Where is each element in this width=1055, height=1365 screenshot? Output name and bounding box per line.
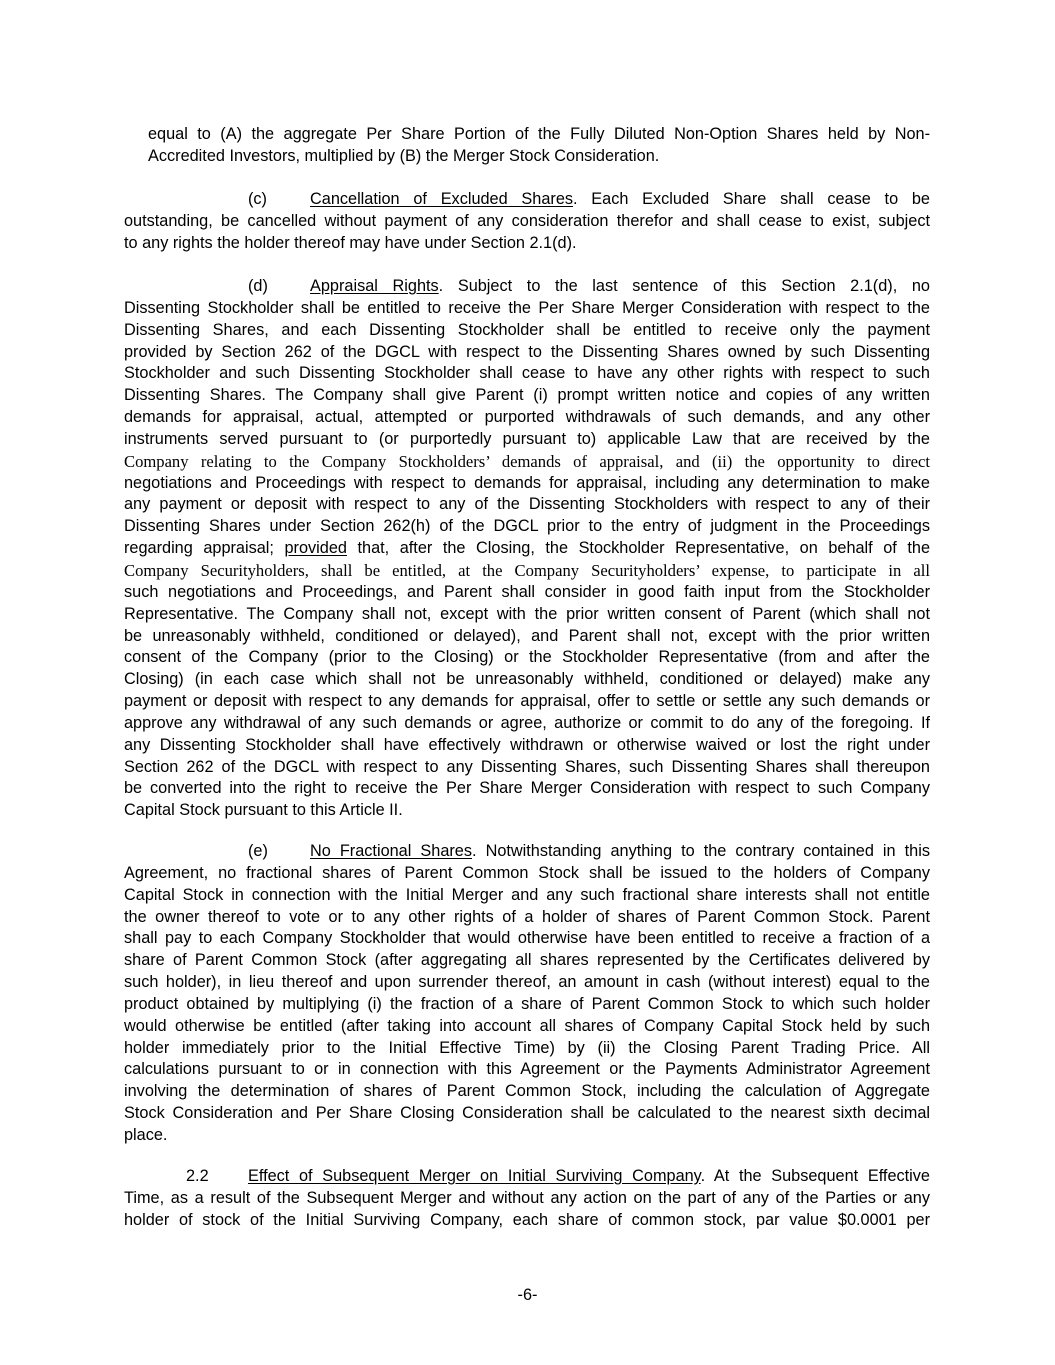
text-line: provided by Section 262 of the DGCL with respect to the Dissenting Shares owned by such Dissenting xyxy=(124,342,930,361)
text-run: . Subject to the last sentence of this Section 2.1(d), no xyxy=(438,277,930,295)
provided-term: provided xyxy=(284,539,347,558)
text-run: . Notwithstanding anything to the contrary contained in this xyxy=(472,842,930,860)
text-line: calculations pursuant to or in connection with this Agreement or the Payments Administrator Agreement xyxy=(124,1060,930,1079)
section-number: (c) xyxy=(248,190,267,208)
section-heading: Effect of Subsequent Merger on Initial Surviving Company xyxy=(248,1167,701,1185)
text-line: Dissenting Stockholder shall be entitled to receive the Per Share Merger Consideration with respect to the xyxy=(124,298,930,317)
section-2-2-first-line xyxy=(124,1166,930,1188)
text-line: Dissenting Shares. The Company shall give Parent (i) prompt written notice and copies of any written xyxy=(124,386,930,405)
section-number: 2.2 xyxy=(186,1167,209,1185)
text-line: Accredited Investors, multiplied by (B) the Merger Stock Consideration. xyxy=(148,146,660,165)
text-line: shall pay to each Company Stockholder that would otherwise have been entitled to receive a fraction of a xyxy=(124,929,930,948)
text-run: that, after the Closing, the Stockholder Representative, on behalf of the xyxy=(346,539,930,558)
text-line: holder of stock of the Initial Surviving Company, each share of common stock, par value $0.0001 per xyxy=(124,1210,930,1229)
text-line: equal to (A) the aggregate Per Share Portion of the Fully Diluted Non-Option Shares held by Non- xyxy=(148,125,930,143)
text-line: outstanding, be cancelled without payment of any consideration therefor and shall cease to exist, subject xyxy=(124,211,930,230)
text-line: Stock Consideration and Per Share Closing Consideration shall be calculated to the nearest sixth decimal xyxy=(124,1104,930,1123)
section-number: (e) xyxy=(248,842,268,860)
text-line: any payment or deposit with respect to any of the Dissenting Stockholders with respect to any of their xyxy=(124,495,930,514)
text-line: approve any withdrawal of any such demands or agree, authorize or commit to do any of the foregoing. If xyxy=(124,713,930,732)
text-line: payment or deposit with respect to any demands for appraisal, offer to settle or settle any such demands or xyxy=(124,692,930,711)
text-line: share of Parent Common Stock (after aggregating all shares represented by the Certificates delivered by xyxy=(124,951,930,970)
text-line: instruments served pursuant to (or purportedly pursuant to) applicable Law that are received by the xyxy=(124,429,930,448)
text-line: Dissenting Shares, and each Dissenting Stockholder shall be entitled to receive only the payment xyxy=(124,320,930,339)
text-line: such negotiations and Proceedings, and Parent shall consider in good faith input from the Stockholder xyxy=(124,582,930,601)
section-d-paragraph xyxy=(124,276,930,822)
text-line: product obtained by multiplying (i) the fraction of a share of Parent Common Stock to which such holder xyxy=(124,994,930,1013)
text-line: involving the determination of shares of Parent Common Stock, including the calculation of Aggregate xyxy=(124,1082,930,1101)
text-line: Agreement, no fractional shares of Parent Common Stock shall be issued to the holders of Company xyxy=(124,863,930,882)
text-line: Time, as a result of the Subsequent Merger and without any action on the part of any of the Parties or any xyxy=(124,1188,930,1207)
text-line: Representative. The Company shall not, except with the prior written consent of Parent (which shall not xyxy=(124,604,930,623)
section-heading: No Fractional Shares xyxy=(310,842,472,860)
text-line: to any rights the holder thereof may have under Section 2.1(d). xyxy=(124,233,577,252)
section-e-paragraph xyxy=(124,841,930,1147)
text-line: would otherwise be entitled (after taking into account all shares of Company Capital Stock held by such xyxy=(124,1016,930,1035)
section-heading: Appraisal Rights xyxy=(310,277,439,295)
section-c-paragraph xyxy=(124,189,930,255)
text-line: be converted into the right to receive the Per Share Merger Consideration with respect to such Company xyxy=(124,779,930,798)
text-line: Capital Stock pursuant to this Article II. xyxy=(124,801,403,820)
text-line: Dissenting Shares under Section 262(h) of the DGCL prior to the entry of judgment in the Proceedings xyxy=(124,517,930,536)
text-line: the owner thereof to vote or to any other rights of a holder of shares of Parent Common Stock. Parent xyxy=(124,907,930,926)
provided-line xyxy=(124,538,930,560)
section-c-first-line xyxy=(124,189,930,211)
section-heading: Cancellation of Excluded Shares xyxy=(310,190,574,208)
text-line: Company relating to the Company Stockholders’ demands of appraisal, and (ii) the opportunity to direct xyxy=(124,451,930,471)
text-line: holder immediately prior to the Initial Effective Time) by (ii) the Closing Parent Trading Price. All xyxy=(124,1038,930,1057)
text-run: . Each Excluded Share shall cease to be xyxy=(573,190,930,208)
text-line: place. xyxy=(124,1125,168,1144)
text-line: Stockholder and such Dissenting Stockholder shall cease to have any other rights with respect to such xyxy=(124,364,930,383)
continuation-paragraph xyxy=(148,124,930,168)
text-line: demands for appraisal, actual, attempted or purported withdrawals of such demands, and any other xyxy=(124,408,930,427)
text-run: regarding appraisal; xyxy=(124,539,285,558)
text-line: Section 262 of the DGCL with respect to any Dissenting Shares, such Dissenting Shares shall thereupon xyxy=(124,757,930,776)
section-number: (d) xyxy=(248,277,268,295)
text-line: negotiations and Proceedings with respect to demands for appraisal, including any determination to make xyxy=(124,473,930,492)
text-line: Capital Stock in connection with the Initial Merger and any such fractional share interests shall not entitle xyxy=(124,885,930,904)
text-line: be unreasonably withheld, conditioned or delayed), and Parent shall not, except with the prior written xyxy=(124,626,930,645)
text-line: such holder), in lieu thereof and upon surrender thereof, an amount in cash (without interest) equal to the xyxy=(124,973,930,992)
text-line: any Dissenting Stockholder shall have effectively withdrawn or otherwise waived or lost the right under xyxy=(124,735,930,754)
text-line: consent of the Company (prior to the Closing) or the Stockholder Representative (from and after the xyxy=(124,648,930,667)
text-run: . At the Subsequent Effective xyxy=(700,1167,930,1185)
page-number: -6- xyxy=(517,1286,538,1304)
text-line: Company Securityholders, shall be entitled, at the Company Securityholders’ expense, to participate in all xyxy=(124,560,930,580)
text-line: Closing) (in each case which shall not be unreasonably withheld, conditioned or delayed) make any xyxy=(124,670,930,689)
section-d-first-line xyxy=(124,276,930,298)
section-e-first-line xyxy=(124,841,930,863)
section-2-2-paragraph xyxy=(124,1166,930,1232)
